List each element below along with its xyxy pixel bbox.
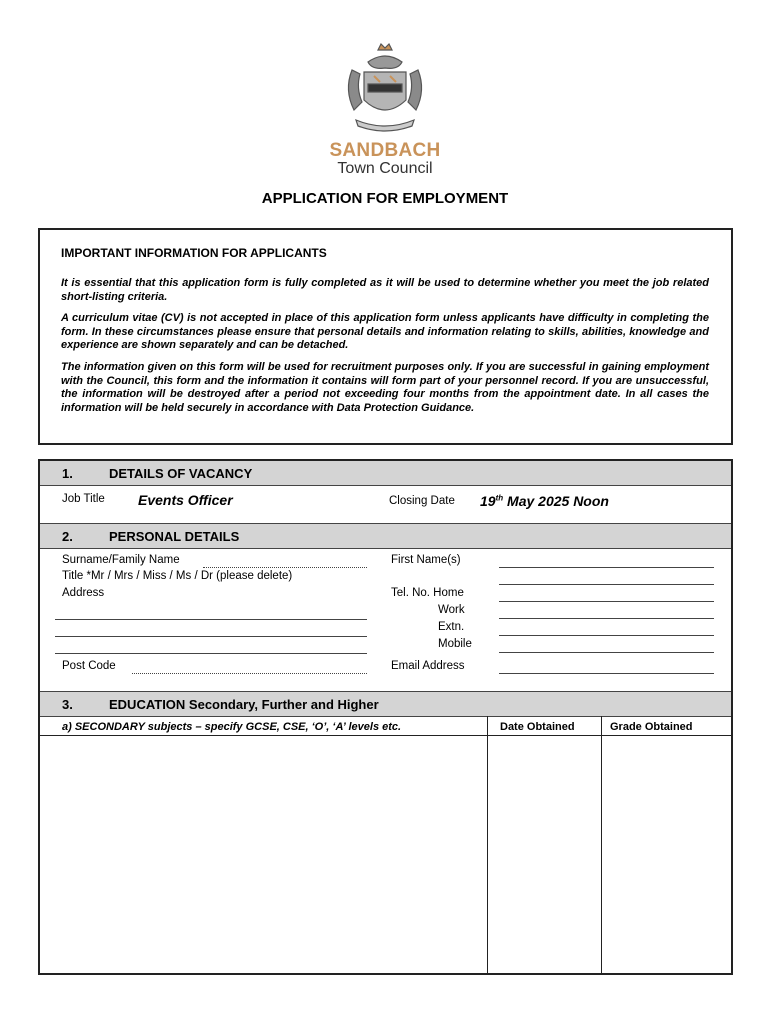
job-title-label: Job Title — [62, 493, 105, 505]
section-title: PERSONAL DETAILS — [109, 529, 240, 544]
info-paragraph-1: It is essential that this application form is fully completed as it will be used to determine whether you meet the job related short-listing criteria. — [61, 277, 709, 303]
tel-home-field[interactable] — [499, 601, 714, 602]
address-line-1[interactable] — [55, 619, 367, 620]
info-paragraph-2: A curriculum vitae (CV) is not accepted in place of this application form unless applicants have difficulty in completing the form. In these circumstances please ensure that personal details and information relating to skills, abilities, knowledge and experience are shown separately and can be detached. — [61, 312, 709, 352]
application-form — [38, 459, 733, 975]
info-paragraph-3: The information given on this form will be used for recruitment purposes only. If you are successful in gaining employment with the Council, this form and the information it contains will form part of your personnel record. If you are unsuccessful, the information will be destroyed after a period not exceeding four months from the appointment date. In all cases the information will be held securely in accordance with Data Protection Guidance. — [61, 361, 709, 414]
title-label: Title *Mr / Mrs / Miss / Ms / Dr (please delete) — [62, 570, 293, 582]
address-line-3[interactable] — [55, 653, 367, 654]
page-title: APPLICATION FOR EMPLOYMENT — [261, 190, 509, 207]
date-entry-area[interactable] — [488, 736, 600, 972]
postcode-field[interactable] — [132, 673, 367, 674]
tel-mobile-label: Mobile — [438, 638, 472, 650]
section-number: 1. — [62, 466, 73, 481]
grade-obtained-header: Grade Obtained — [610, 721, 693, 733]
section-education-header — [40, 691, 731, 717]
email-field[interactable] — [499, 673, 714, 674]
first-name-field-2[interactable] — [499, 584, 714, 585]
org-name: SANDBACH — [329, 140, 441, 161]
first-name-field[interactable] — [499, 567, 714, 568]
date-obtained-header: Date Obtained — [500, 721, 575, 733]
section-number: 2. — [62, 529, 73, 544]
crest-logo — [338, 40, 432, 136]
closing-date-value[interactable]: 19th May 2025 Noon — [480, 493, 609, 509]
closing-date-label: Closing Date — [389, 495, 455, 507]
info-heading: IMPORTANT INFORMATION FOR APPLICANTS — [61, 246, 327, 260]
tel-home-label: Tel. No. Home — [391, 587, 464, 599]
grade-entry-area[interactable] — [602, 736, 731, 972]
tel-mobile-field[interactable] — [499, 652, 714, 653]
first-name-label: First Name(s) — [391, 554, 461, 566]
surname-label: Surname/Family Name — [62, 554, 180, 566]
section-personal-header — [40, 523, 731, 549]
subjects-entry-area[interactable] — [40, 736, 486, 972]
section-number: 3. — [62, 697, 73, 712]
tel-extn-label: Extn. — [438, 621, 465, 633]
section-title: EDUCATION Secondary, Further and Higher — [109, 697, 379, 712]
surname-field[interactable] — [203, 567, 367, 568]
info-box — [38, 228, 733, 445]
org-subtitle: Town Council — [337, 160, 433, 177]
job-title-value[interactable]: Events Officer — [138, 492, 233, 508]
address-label: Address — [62, 587, 105, 599]
section-vacancy-header — [40, 461, 731, 486]
tel-extn-field[interactable] — [499, 635, 714, 636]
section-title: DETAILS OF VACANCY — [109, 466, 253, 481]
subjects-column-header: a) SECONDARY subjects – specify GCSE, CSE, ‘O’, ‘A’ levels etc. — [62, 721, 402, 733]
address-line-2[interactable] — [55, 636, 367, 637]
tel-work-label: Work — [438, 604, 465, 616]
postcode-label: Post Code — [62, 660, 116, 672]
tel-work-field[interactable] — [499, 618, 714, 619]
email-label: Email Address — [391, 660, 465, 672]
